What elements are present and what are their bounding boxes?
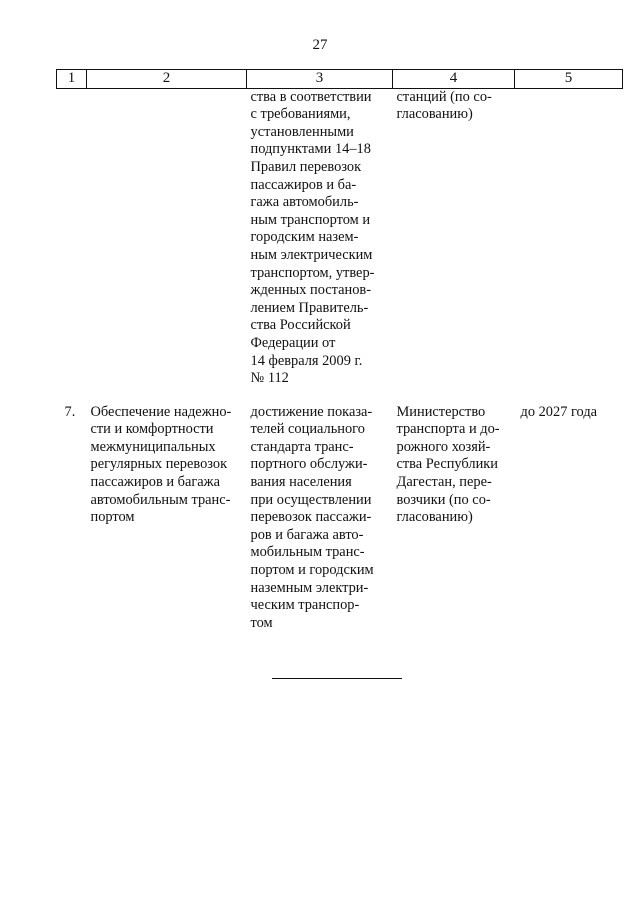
column-number-5: 5 (515, 70, 623, 89)
column-number-1: 1 (57, 70, 87, 89)
result-cell: ства в соответствии с требованиями, установленными подпунктами 14–18 Правил перевозок пассажиров и ба- гажа автомобиль- ным транспортом и городским назем- ным электрическим транспортом, утвер- жденных постанов- лением Правитель- ства Российской Федерации от 14 февраля 2009 г. № 112 (250, 88, 375, 387)
table-header (57, 70, 623, 89)
result-cell: достижение показа- телей социального стандарта транс- портного обслужи- вания населения при осуществлении перевозок пассажи- ров и багажа авто- мобильным транс- портом и городским наземным электри- ческим транспор- том (250, 403, 374, 631)
table-body (57, 88, 623, 632)
deadline-cell: до 2027 года (520, 403, 598, 420)
measure-cell (87, 88, 247, 388)
table-row-continued (57, 88, 623, 388)
row-number: 7. (64, 403, 76, 420)
deadline-cell (515, 88, 623, 388)
column-number-2: 2 (87, 70, 247, 89)
measures-table (56, 69, 623, 632)
document-end-line (272, 678, 402, 679)
column-number-4: 4 (393, 70, 515, 89)
table-row-7 (57, 404, 623, 633)
measure-cell: Обеспечение надежно- сти и комфортности межмуниципальных регулярных перевозок пассажиров и багажа автомобильным транс- портом (90, 403, 232, 526)
page-number: 27 (312, 37, 328, 53)
column-number-3: 3 (247, 70, 393, 89)
row-spacer (57, 388, 623, 404)
column-number-row (57, 70, 623, 89)
executor-cell: станций (по со- гласованию) (396, 88, 492, 123)
row-number (57, 88, 87, 388)
executor-cell: Министерство транспорта и до- рожного хозяй- ства Республики Дагестан, пере- возчики (по со- гласованию) (396, 403, 500, 526)
